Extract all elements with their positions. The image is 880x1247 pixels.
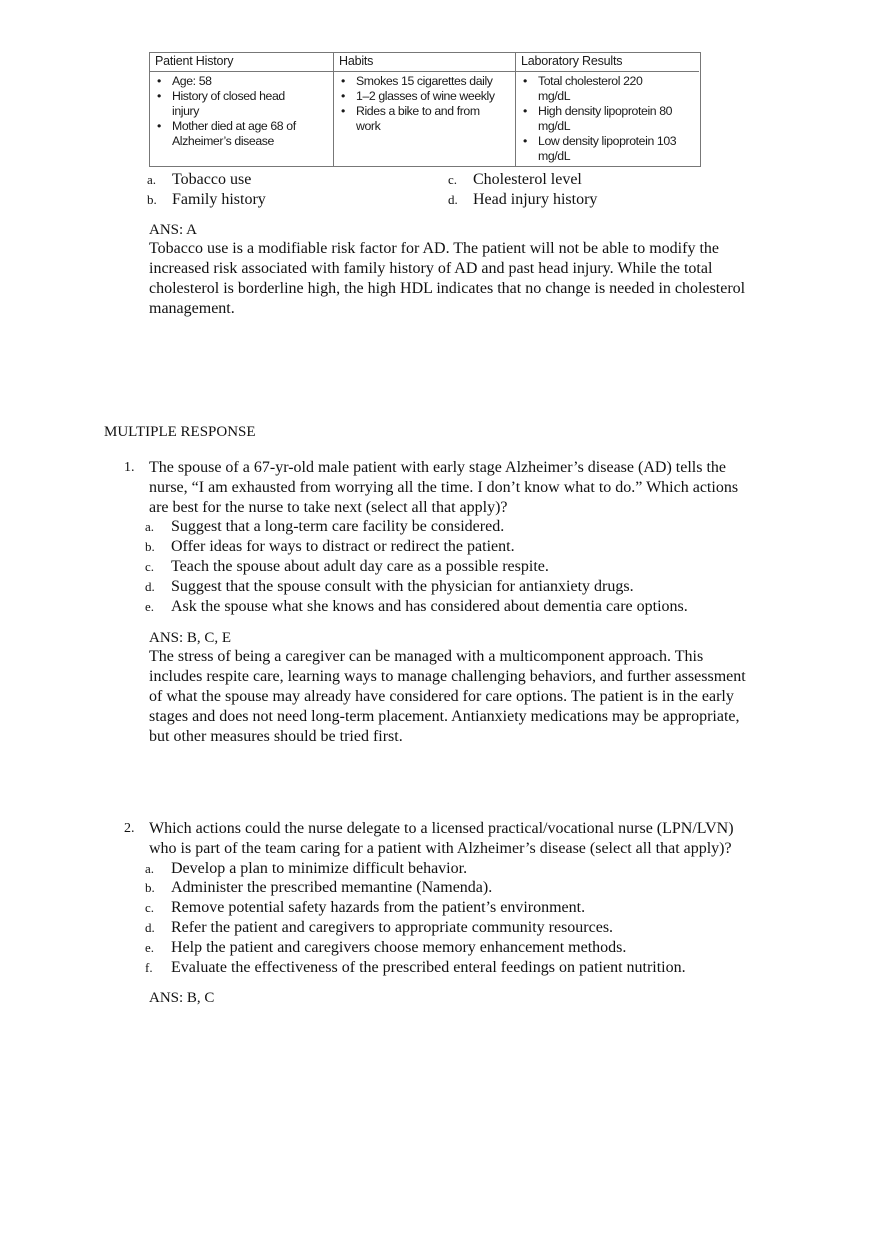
answer-key: ANS: B, C, E bbox=[149, 630, 232, 646]
question-number: 1. bbox=[124, 460, 135, 475]
table-header: Habits bbox=[334, 53, 515, 72]
option-letter: b. bbox=[147, 192, 157, 207]
question-stem: Which actions could the nurse delegate to a licensed practical/vocational nurse (LPN/LVN) who is part of the team caring for a patient with Alzheimer’s disease (select all that apply)? bbox=[149, 820, 734, 857]
option-text: Head injury history bbox=[473, 191, 598, 208]
table-header: Patient History bbox=[150, 53, 333, 72]
option-text: Tobacco use bbox=[172, 171, 252, 188]
table-header: Laboratory Results bbox=[516, 53, 699, 72]
question-stem: The spouse of a 67-yr-old male patient with early stage Alzheimer’s disease (AD) tells the nurse, “I am exhausted from worrying all the time. I don’t know what to do.” Which actions are best for the nurse to take next (select all that apply)? bbox=[149, 459, 739, 516]
table-item: • Rides a bike to and from work bbox=[334, 104, 496, 134]
table-column-habits bbox=[334, 53, 516, 166]
question-number: 2. bbox=[124, 821, 135, 836]
table-item: • History of closed head injury bbox=[150, 89, 307, 119]
table-item: • Age: 58 bbox=[150, 74, 333, 89]
rationale: The stress of being a caregiver can be managed with a multicomponent approach. This includes respite care, learning ways to manage challenging behaviors, and further assessment of what the spouse may already have considered for care options. The patient is in the early stages and does not need long-term placement. Antianxiety medications may be appropriate, but other measures should be tried first. bbox=[149, 648, 746, 745]
option-letter: d. bbox=[448, 192, 458, 207]
table-item: • Total cholesterol 220 mg/dL bbox=[516, 74, 648, 104]
table-item: • Low density lipoprotein 103 mg/dL bbox=[516, 134, 678, 164]
option-letter: c. bbox=[448, 172, 458, 187]
table-item: • Mother died at age 68 of Alzheimer’s disease bbox=[150, 119, 317, 149]
patient-info-table bbox=[149, 52, 701, 167]
table-item: • 1–2 glasses of wine weekly bbox=[334, 89, 515, 104]
answer-key: ANS: B, C bbox=[149, 990, 215, 1006]
table-column-patient-history bbox=[150, 53, 334, 166]
answer-key: ANS: A bbox=[149, 222, 197, 238]
table-item: • Smokes 15 cigarettes daily bbox=[334, 74, 515, 89]
section-title: MULTIPLE RESPONSE bbox=[104, 424, 256, 440]
option-letter: a. bbox=[147, 172, 157, 187]
option-text: Family history bbox=[172, 191, 266, 208]
document-page: Patient History • Age: 58 • History of closed head injury • Mother died at age 68 of Alzheimer’s disease Habits • Smokes 15 cigarettes daily • 1–2 glasses of wine weekly • Rides a bike to and from work Laboratory Results • Total cholesterol 220 mg/dL • High density lipoprotein 80 mg/dL • Low density lipoprotein 103 mg/dL a. Tobacco use b. Family history c. Cholesterol level d. Head injury history ANS: A Tobacco use is a modifiable risk factor for AD. The patient will not be able to modify the increased risk associated with family history of AD and past head injury. While the total cholesterol is borderline high, the high HDL indicates that no change is needed in cholesterol management. MULTIPLE RESPONSE 1. The spouse of a 67-yr-old male patient with early stage Alzheimer’s disease (AD) tells the nurse, “I am exhausted from worrying all the time. I don’t know what to do.” Which actions are best for the nurse to take next (select all that apply)? a. Suggest that a long-term care facility be considered. b. Offer ideas for ways to distract or redirect the patient. c. Teach the spouse about adult day care as a possible respite. d. Suggest that the spouse consult with the physician for antianxiety drugs. e. Ask the spouse what she knows and has considered about dementia care options. ANS: B, C, E The stress of being a caregiver can be managed with a multicomponent approach. This includes respite care, learning ways to manage challenging behaviors, and further assessment of what the spouse may already have considered for care options. The patient is in the early stages and does not need long-term placement. Antianxiety medications may be appropriate, but other measures should be tried first. 2. Which actions could the nurse delegate to a licensed practical/vocational nurse (LPN/LVN) who is part of the team caring for a patient with Alzheimer’s disease (select all that apply)? a. Develop a plan to minimize difficult behavior. b. Administer the prescribed memantine (Namenda). c. Remove potential safety hazards from the patient’s environment. d. Refer the patient and caregivers to appropriate community resources. e. Help the patient and caregivers choose memory enhancement methods. f. Evaluate the effectiveness of the prescribed enteral feedings on patient nutrition. ANS: B, C bbox=[0, 0, 880, 1247]
rationale: Tobacco use is a modifiable risk factor for AD. The patient will not be able to modify the increased risk associated with family history of AD and past head injury. While the total cholesterol is borderline high, the high HDL indicates that no change is needed in cholesterol management. bbox=[149, 240, 746, 317]
option-text: Cholesterol level bbox=[473, 171, 582, 188]
table-column-laboratory-results bbox=[516, 53, 699, 166]
table-item: • High density lipoprotein 80 mg/dL bbox=[516, 104, 683, 134]
